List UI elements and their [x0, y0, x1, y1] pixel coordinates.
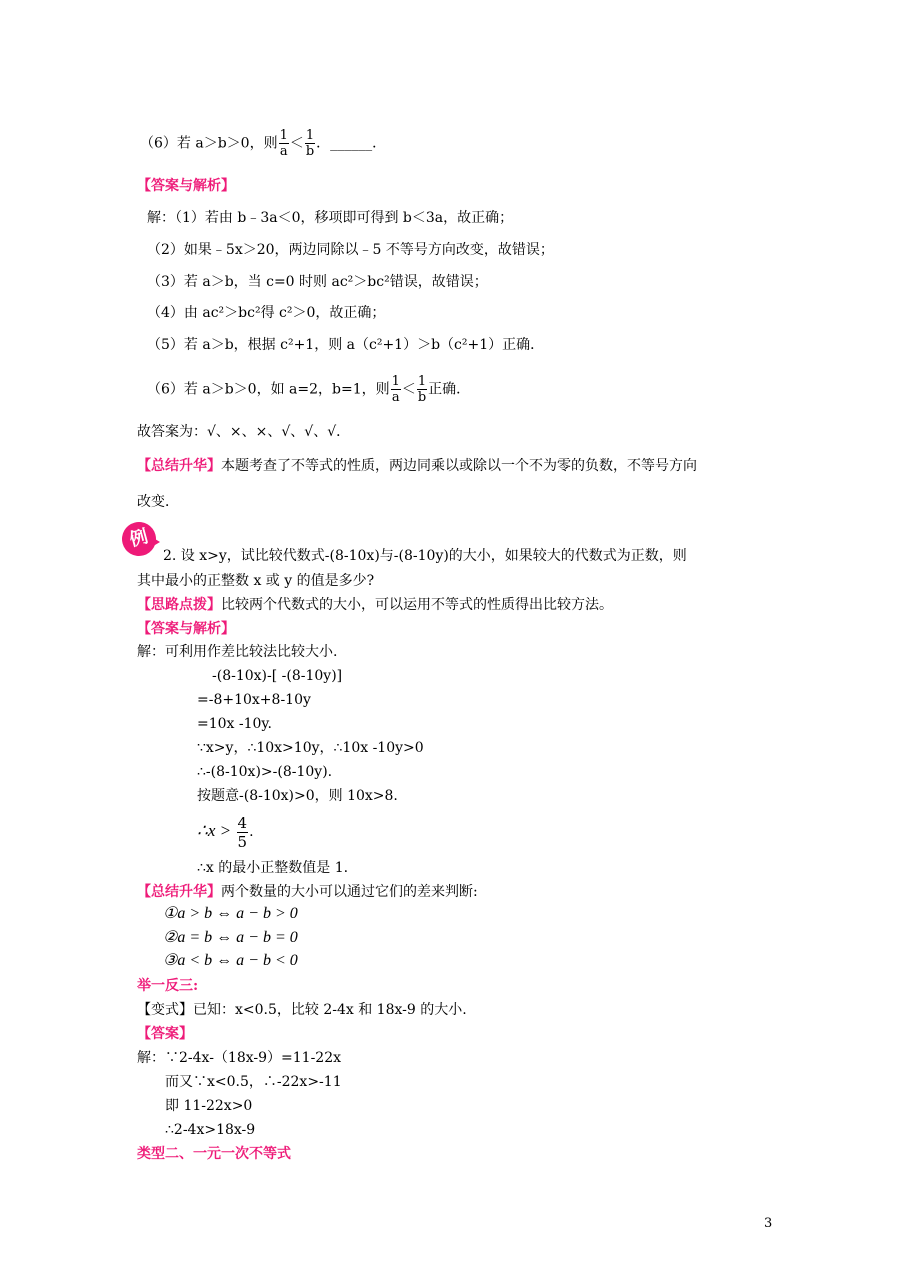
example-sol-4: ∵x>y，∴10x>10y，∴10x -10y>0: [197, 740, 424, 756]
example-sol-2: =-8+10x+8-10y: [197, 692, 311, 708]
example-badge: 例: [118, 518, 160, 560]
comparison-rule-2: ②a = b ⇔ a − b = 0: [163, 929, 298, 946]
example-sol-0: 解：可利用作差比较法比较大小.: [137, 644, 338, 660]
answer-analysis-tag: 【答案与解析】: [137, 178, 235, 194]
variant-heading: 举一反三:: [137, 978, 199, 994]
question-6: （6）若 a＞b＞0，则 $\frac{1}{a}$ ＜ $\frac{1}{b}$ ．______．: [140, 128, 387, 159]
variant-question: 【变式】已知：x<0.5，比较 2-4x 和 18x-9 的大小.: [137, 1002, 467, 1018]
variant-sol-2: 而又∵x<0.5，∴-22x>-11: [165, 1074, 342, 1090]
variant-sol-4: ∴2-4x>18x-9: [165, 1122, 256, 1138]
fraction-1-over-a: $\frac{1}{a}$: [279, 128, 288, 159]
solution-line-6: （6）若 a＞b＞0，如 a=2，b=1，则 $\frac{1}{a}$ ＜ $\frac{1}{b}$ 正确．: [147, 374, 471, 405]
summary-1: 【总结升华】本题考查了不等式的性质，两边同乘以或除以一个不为零的负数，不等号方向: [137, 458, 697, 474]
fraction-1-over-b: $\frac{1}{b}$: [305, 128, 315, 159]
fraction-4-over-5: $\frac{4}{5}$: [237, 813, 248, 851]
comparison-rule-1: ①a > b ⇔ a − b > 0: [163, 905, 298, 922]
example-2-line-2: 其中最小的正整数 x 或 y 的值是多少?: [137, 573, 375, 589]
solution-line-1: 解：（1）若由 b﹣3a＜0，移项即可得到 b＜3a，故正确；: [147, 210, 514, 226]
example-sol-8: ∴x 的最小正整数值是 1.: [197, 860, 349, 876]
fraction-1-over-b: $\frac{1}{b}$: [417, 374, 427, 405]
example-2-line-1: 2. 设 x>y，试比较代数式-(8-10x)与-(8-10y)的大小，如果较大的代数式为正数，则: [163, 548, 687, 564]
example-sol-5: ∴-(8-10x)>-(8-10y).: [197, 764, 333, 780]
example-sol-6: 按题意-(8-10x)>0，则 10x>8.: [197, 788, 398, 804]
variant-answer-tag: 【答案】: [137, 1026, 193, 1042]
solution-line-5: （5）若 a＞b，根据 c²+1，则 a（c²+1）＞b（c²+1）正确．: [147, 337, 545, 353]
answer-analysis-tag-2: 【答案与解析】: [137, 621, 235, 637]
solution-line-4: （4）由 ac²＞bc²得 c²＞0，故正确；: [147, 305, 386, 321]
fraction-1-over-a: $\frac{1}{a}$: [391, 374, 400, 405]
summary-1-cont: 改变．: [137, 494, 179, 510]
idea-line: 【思路点拨】比较两个代数式的大小，可以运用不等式的性质得出比较方法。: [137, 597, 613, 613]
summary-2: 【总结升华】两个数量的大小可以通过它们的差来判断:: [137, 884, 478, 900]
solution-line-3: （3）若 a＞b，当 c=0 时则 ac²＞bc²错误，故错误；: [147, 274, 488, 290]
variant-sol-1: 解：∵2-4x-（18x-9）=11-22x: [137, 1050, 342, 1066]
example-sol-3: =10x -10y.: [197, 716, 272, 732]
solution-line-2: （2）如果﹣5x＞20，两边同除以﹣5 不等号方向改变，故错误；: [147, 242, 554, 258]
comparison-rule-3: ③a < b ⇔ a − b < 0: [163, 952, 298, 969]
variant-sol-3: 即 11-22x>0: [165, 1098, 253, 1114]
page-number: 3: [764, 1216, 773, 1231]
section-type-2: 类型二、一元一次不等式: [137, 1146, 291, 1162]
final-answer: 故答案为：√、×、×、√、√、√．: [137, 424, 351, 440]
example-sol-7: ∴x > $\frac{4}{5}$ .: [197, 813, 254, 851]
example-sol-1: -(8-10x)-[ -(8-10y)]: [212, 668, 343, 684]
